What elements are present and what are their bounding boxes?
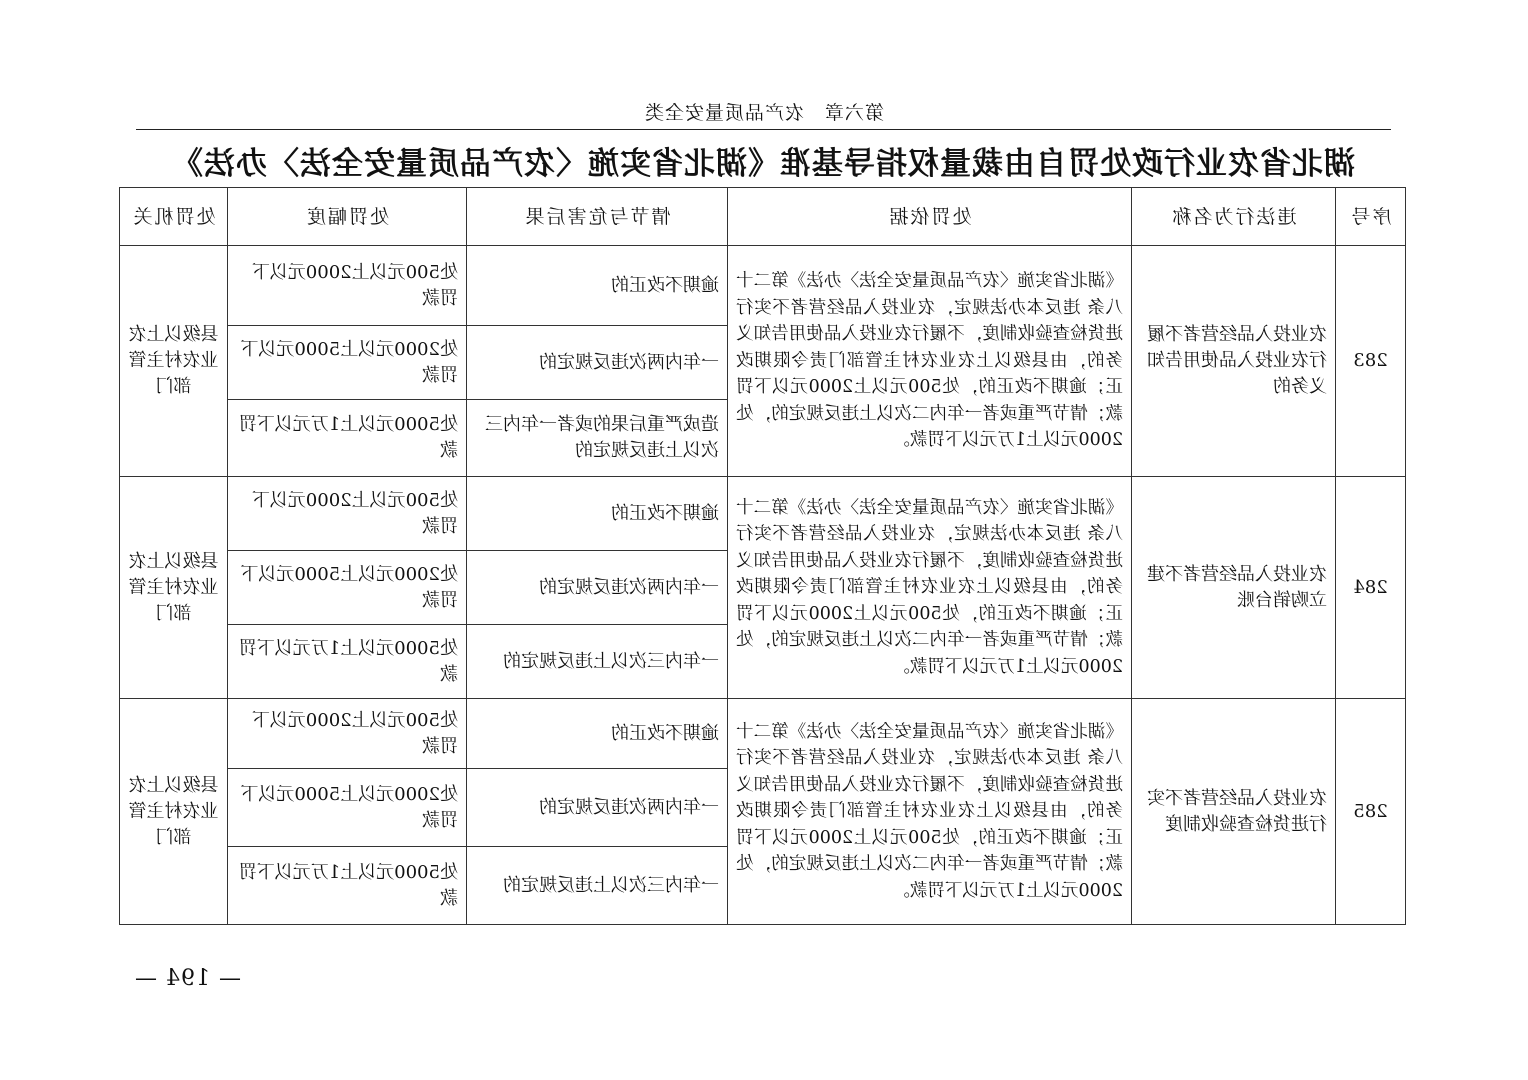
- row-seq: 284: [1336, 477, 1406, 699]
- row-violation-name: 农业投入品经营者不履行农业投入品使用告知义务的: [1132, 246, 1336, 477]
- table-header-row: [120, 188, 1406, 246]
- row-authority: 县级以上农业农村主管部门: [120, 699, 228, 925]
- table-row: [120, 246, 1406, 326]
- row-violation-name: 农业投入品经营者不实行进货检查验收制度: [1132, 699, 1336, 925]
- col-header-authority: 处罚机关: [120, 188, 228, 246]
- col-header-basis: 处罚依据: [728, 188, 1132, 246]
- row-circumstance: 逾期不改正的: [467, 477, 728, 551]
- row-penalty-basis: 《湖北省实施〈农产品质量安全法〉办法》第二十八条 违反本办法规定，农业投入品经营者不实行进货检查验收制度，不履行农业投入品使用告知义务的，由县级以上农业农村主管部门责令限期改正；逾期不改正的，处500元以上2000元以下罚款；情节严重或者一年内二次以上违反规定的，处2000元以上1万元以下罚款。: [728, 477, 1132, 699]
- table-row: [120, 477, 1406, 551]
- row-circumstance: 一年内两次违反规定的: [467, 769, 728, 847]
- row-circumstance: 造成严重后果的或者一年内三次以上违反规定的: [467, 400, 728, 477]
- row-violation-name: 农业投入品经营者不建立购销台账: [1132, 477, 1336, 699]
- page-number: — 194 —: [134, 966, 241, 991]
- col-header-circumstance: 情节与危害后果: [467, 188, 728, 246]
- row-circumstance: 逾期不改正的: [467, 699, 728, 769]
- row-circumstance: 一年内两次违反规定的: [467, 551, 728, 625]
- row-seq: 283: [1336, 246, 1406, 477]
- row-penalty-basis: 《湖北省实施〈农产品质量安全法〉办法》第二十八条 违反本办法规定，农业投入品经营者不实行进货检查验收制度，不履行农业投入品使用告知义务的，由县级以上农业农村主管部门责令限期改正；逾期不改正的，处500元以上2000元以下罚款；情节严重或者一年内二次以上违反规定的，处2000元以上1万元以下罚款。: [728, 699, 1132, 925]
- row-circumstance: 一年内三次以上违反规定的: [467, 847, 728, 925]
- table-row: [120, 699, 1406, 769]
- row-authority: 县级以上农业农村主管部门: [120, 246, 228, 477]
- row-penalty-range: 处5000元以上1万元以下罚款: [228, 847, 467, 925]
- row-circumstance: 一年内三次以上违反规定的: [467, 625, 728, 699]
- col-header-penalty: 处罚幅度: [228, 188, 467, 246]
- row-penalty-range: 处2000元以上5000元以下罚款: [228, 326, 467, 400]
- row-penalty-range: 处500元以上2000元以下罚款: [228, 699, 467, 769]
- row-seq: 285: [1336, 699, 1406, 925]
- col-header-seq: 序号: [1336, 188, 1406, 246]
- penalty-standards-table: [119, 187, 1406, 925]
- row-penalty-range: 处500元以上2000元以下罚款: [228, 477, 467, 551]
- row-penalty-basis: 《湖北省实施〈农产品质量安全法〉办法》第二十八条 违反本办法规定，农业投入品经营者不实行进货检查验收制度，不履行农业投入品使用告知义务的，由县级以上农业农村主管部门责令限期改正；逾期不改正的，处500元以上2000元以下罚款；情节严重或者一年内二次以上违反规定的，处2000元以上1万元以下罚款。: [728, 246, 1132, 477]
- row-penalty-range: 处5000元以上1万元以下罚款: [228, 400, 467, 477]
- col-header-violation: 违法行为名称: [1132, 188, 1336, 246]
- row-penalty-range: 处500元以上2000元以下罚款: [228, 246, 467, 326]
- row-penalty-range: 处2000元以上5000元以下罚款: [228, 769, 467, 847]
- row-circumstance: 逾期不改正的: [467, 246, 728, 326]
- row-circumstance: 一年内两次违反规定的: [467, 326, 728, 400]
- running-head: 第六章 农产品质量安全类: [644, 102, 885, 124]
- page-title: 湖北省农业行政处罚自由裁量权指导基准《湖北省实施〈农产品质量安全法〉办法》: [171, 146, 1355, 182]
- row-penalty-range: 处5000元以上1万元以下罚款: [228, 625, 467, 699]
- header-rule: [136, 129, 1391, 130]
- row-authority: 县级以上农业农村主管部门: [120, 477, 228, 699]
- row-penalty-range: 处2000元以上5000元以下罚款: [228, 551, 467, 625]
